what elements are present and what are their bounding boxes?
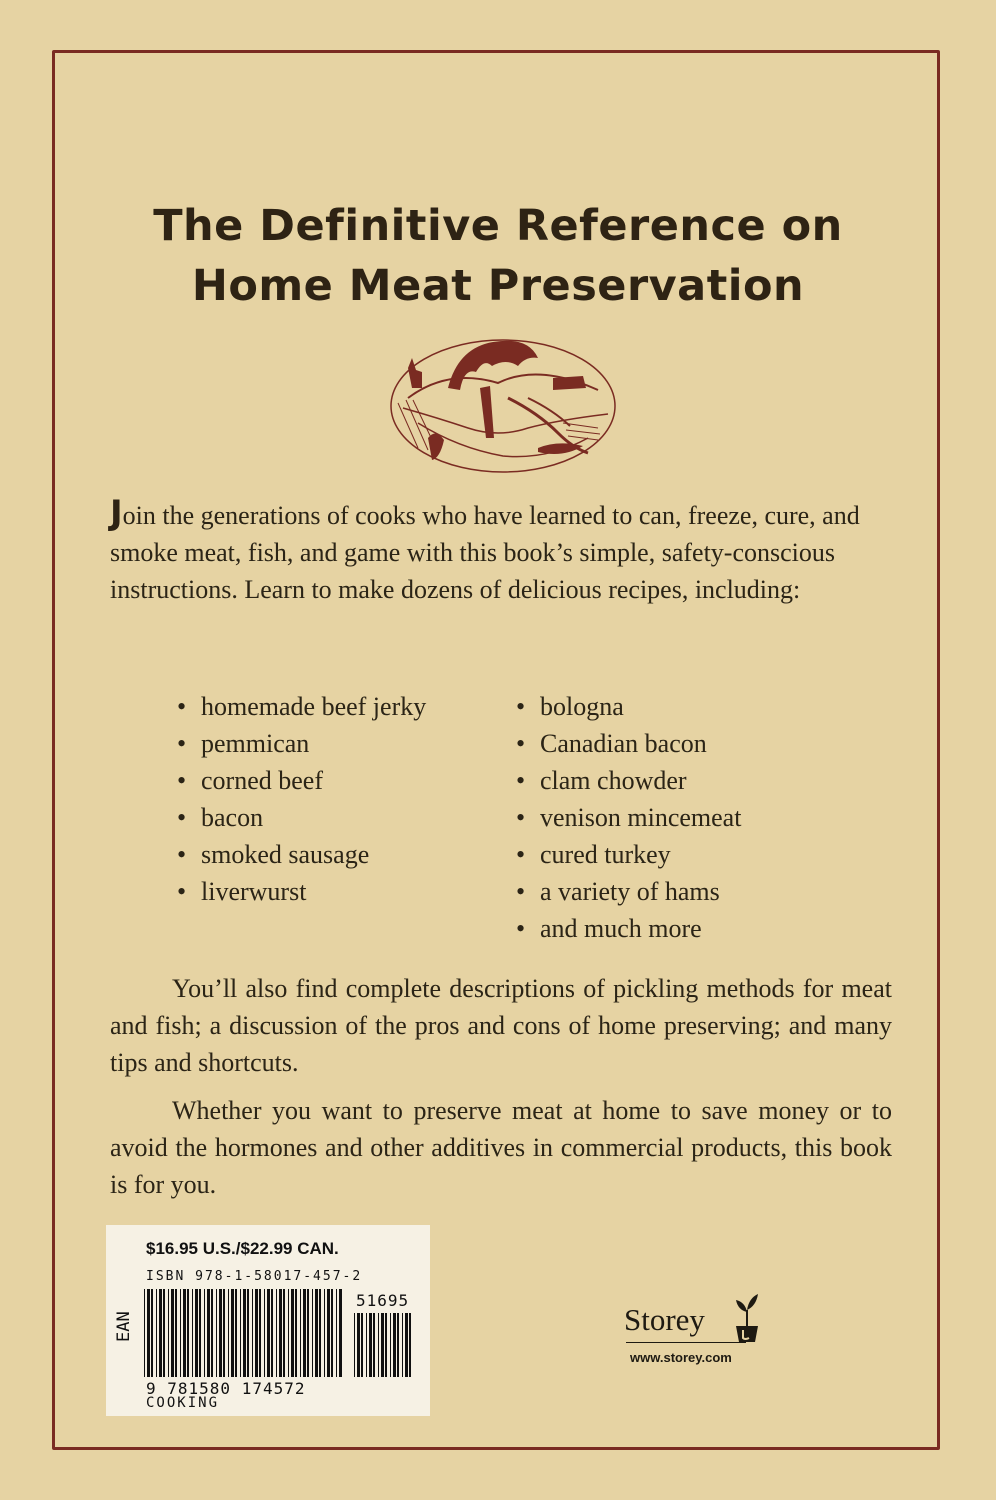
list-item: • clam chowder (516, 762, 741, 799)
barcode-bar (339, 1289, 342, 1377)
barcode-bar (147, 1289, 150, 1377)
barcode-bar (151, 1289, 153, 1377)
barcode-bar (409, 1313, 411, 1377)
barcode-bar (235, 1289, 237, 1377)
list-item: • and much more (516, 910, 741, 947)
paragraph-pickling: You’ll also find complete descriptions of pickling methods for meat and fish; a discussion of the pros and cons of home preserving; and many tips and shortcuts. (110, 974, 892, 1077)
barcode-bar (199, 1289, 201, 1377)
list-item: • bologna (516, 688, 741, 725)
barcode-bar (327, 1289, 330, 1377)
barcode-bar (402, 1313, 403, 1377)
barcode-bar (247, 1289, 249, 1377)
barcode-bar (369, 1313, 372, 1377)
barcode-bar (303, 1289, 306, 1377)
publisher-website: www.storey.com (630, 1350, 732, 1365)
barcode-bar (259, 1289, 261, 1377)
landscape-illustration (388, 328, 618, 476)
barcode-bar (240, 1289, 241, 1377)
barcode-bar (231, 1289, 234, 1377)
barcode-bar (216, 1289, 217, 1377)
barcode-bar (357, 1313, 360, 1377)
addon-number: 51695 (356, 1291, 410, 1310)
publisher-rule (626, 1342, 746, 1343)
barcode-bar (171, 1289, 174, 1377)
barcode-bar (366, 1313, 367, 1377)
intro-paragraph (110, 495, 886, 608)
list-item: • a variety of hams (516, 873, 741, 910)
barcode-bar (264, 1289, 265, 1377)
headline (0, 196, 996, 316)
list-item: • cured turkey (516, 836, 741, 873)
barcode-bar (183, 1289, 186, 1377)
ean-barcode (144, 1289, 344, 1377)
list-item: • Canadian bacon (516, 725, 741, 762)
barcode-bar (397, 1313, 399, 1377)
barcode-bar (223, 1289, 225, 1377)
barcode-bar (354, 1313, 355, 1377)
barcode-bar (267, 1289, 270, 1377)
barcode-bar (361, 1313, 363, 1377)
barcode-bar (271, 1289, 273, 1377)
barcode-bar (159, 1289, 162, 1377)
barcode-bar (336, 1289, 337, 1377)
barcode-bar (168, 1289, 169, 1377)
barcode-bar (291, 1289, 294, 1377)
barcode-bar (283, 1289, 285, 1377)
ean-label: EAN (114, 1311, 134, 1342)
publisher-name: Storey (624, 1302, 705, 1337)
price-label: $16.95 U.S./$22.99 CAN. (146, 1239, 339, 1258)
recipe-list-right (516, 688, 741, 947)
barcode-bar (252, 1289, 253, 1377)
barcode-bar (195, 1289, 198, 1377)
isbn-label: ISBN 978-1-58017-457-2 (146, 1269, 363, 1284)
drop-cap: J (110, 493, 123, 533)
intro-text: oin the generations of cooks who have learned to can, freeze, cure, and smoke meat, fish, and game with this book’s simple, safety-conscious instructions. Learn to make dozens of delicious recipes, including: (110, 501, 860, 604)
barcode-bar (243, 1289, 246, 1377)
list-item: • smoked sausage (177, 836, 426, 873)
list-item: • liverwurst (177, 873, 426, 910)
list-item: • bacon (177, 799, 426, 836)
barcode-bar (307, 1289, 309, 1377)
barcode-bar (295, 1289, 297, 1377)
barcode-bar (180, 1289, 181, 1377)
barcode-bar (207, 1289, 210, 1377)
recipe-list-left (177, 688, 426, 910)
barcode-bar (156, 1289, 157, 1377)
barcode-bar (331, 1289, 333, 1377)
barcode-bar (187, 1289, 189, 1377)
list-item: • pemmican (177, 725, 426, 762)
barcode-panel (106, 1225, 430, 1416)
barcode-bar (390, 1313, 391, 1377)
barcode-bar (393, 1313, 396, 1377)
paragraph-audience: Whether you want to preserve meat at home to save money or to avoid the hormones and other additives in commercial products, this book is for you. (110, 1096, 892, 1199)
barcode-bar (228, 1289, 229, 1377)
barcode-bar (315, 1289, 318, 1377)
barcode-bar (219, 1289, 222, 1377)
list-item: • venison mincemeat (516, 799, 741, 836)
barcode-bar (405, 1313, 408, 1377)
barcode-bar (211, 1289, 213, 1377)
barcode-bar (288, 1289, 289, 1377)
barcode-bar (385, 1313, 387, 1377)
barcode-bar (192, 1289, 193, 1377)
barcode-bar (276, 1289, 277, 1377)
barcode-bar (255, 1289, 258, 1377)
headline-line-1: The Definitive Reference on (153, 201, 843, 251)
list-item: • homemade beef jerky (177, 688, 426, 725)
barcode-bar (312, 1289, 313, 1377)
addon-barcode (354, 1313, 416, 1377)
list-item: • corned beef (177, 762, 426, 799)
sprout-logo-icon (730, 1288, 764, 1344)
barcode-bar (378, 1313, 379, 1377)
headline-line-2: Home Meat Preservation (191, 261, 805, 311)
publisher-block (624, 1288, 774, 1378)
barcode-bar (319, 1289, 321, 1377)
barcode-bar (204, 1289, 205, 1377)
category-label: COOKING (146, 1395, 220, 1411)
barcode-bar (163, 1289, 165, 1377)
barcode-bar (324, 1289, 325, 1377)
barcode-bar (279, 1289, 282, 1377)
barcode-bar (381, 1313, 384, 1377)
barcode-bar (300, 1289, 301, 1377)
barcode-bar (144, 1289, 145, 1377)
ean-digits: 9 781580 174572 (146, 1379, 306, 1398)
barcode-bar (175, 1289, 177, 1377)
barcode-bar (373, 1313, 375, 1377)
